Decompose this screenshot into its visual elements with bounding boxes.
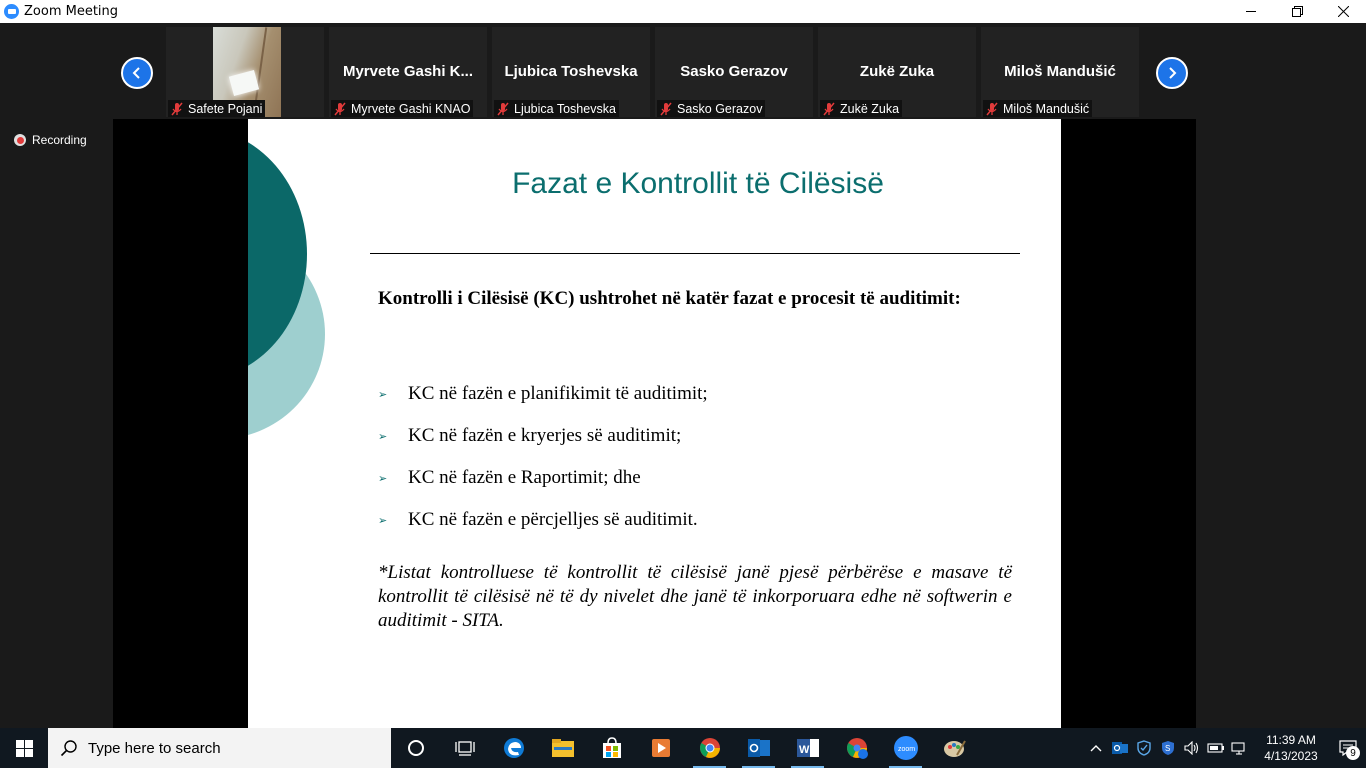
shield-icon <box>1137 740 1151 756</box>
chevron-right-icon <box>1165 66 1179 80</box>
outlook-app-button[interactable] <box>734 728 783 768</box>
file-explorer-icon <box>551 737 575 759</box>
battery-icon <box>1207 742 1225 754</box>
minimize-button[interactable] <box>1228 0 1274 23</box>
participant-tile[interactable] <box>655 27 813 117</box>
network-icon <box>1231 741 1249 755</box>
list-item: ➢ KC në fazën e kryerjes së auditimit; <box>378 425 682 446</box>
speaker-icon <box>1184 741 1200 755</box>
arrow-bullet-icon: ➢ <box>378 472 388 485</box>
taskbar-search-input[interactable]: Type here to search <box>48 728 391 768</box>
tray-app-button[interactable] <box>1156 728 1180 768</box>
participant-name: Miloš Mandušić <box>1004 63 1116 80</box>
outlook-tray-icon <box>1112 741 1128 755</box>
mic-muted-icon <box>659 102 673 116</box>
task-view-icon <box>455 739 475 757</box>
slide-footnote: *Listat kontrolluese të kontrollit të cilësisë janë pjesë përbërëse e masave të kontrollit të cilësisë në të dy nivelet dhe janë të inkorporuara edhe në softwerin e auditimit - SITA. <box>378 562 1012 631</box>
mic-muted-icon <box>822 102 836 116</box>
participant-tile[interactable] <box>329 27 487 117</box>
participant-name: Myrvete Gashi K... <box>342 63 474 80</box>
search-icon <box>60 739 78 757</box>
participant-label: Ljubica Toshevska <box>494 100 619 117</box>
paint-icon <box>943 737 967 759</box>
shield-s-icon <box>1161 740 1175 756</box>
clock-time: 11:39 AM <box>1266 733 1316 747</box>
zoom-app-button[interactable] <box>881 728 930 768</box>
restore-button[interactable] <box>1274 0 1320 23</box>
word-icon <box>796 737 820 759</box>
window-title: Zoom Meeting <box>24 4 119 19</box>
zoom-icon <box>893 735 919 761</box>
start-button[interactable] <box>0 728 48 768</box>
zoom-logo-icon <box>4 4 19 19</box>
next-participants-button[interactable] <box>1156 57 1188 89</box>
cortana-icon <box>407 739 425 757</box>
chevron-left-icon <box>130 66 144 80</box>
arrow-bullet-icon: ➢ <box>378 514 388 527</box>
windows-taskbar <box>0 728 1366 768</box>
presentation-slide <box>248 119 1061 728</box>
participant-name: Zukë Zuka <box>859 63 935 80</box>
store-icon <box>601 737 623 759</box>
clock-date: 4/13/2023 <box>1264 749 1318 763</box>
participant-label: Myrvete Gashi KNAO <box>331 100 473 117</box>
participant-name: Sasko Gerazov <box>680 63 788 80</box>
participant-label: Miloš Mandušić <box>983 100 1092 117</box>
tray-security-button[interactable] <box>1132 728 1156 768</box>
edge-app-button[interactable] <box>489 728 538 768</box>
previous-participants-button[interactable] <box>121 57 153 89</box>
cortana-button[interactable] <box>391 728 440 768</box>
svg-text:S: S <box>1165 744 1171 753</box>
list-item: ➢ KC në fazën e përcjelljes së auditimit. <box>378 509 698 530</box>
meeting-area <box>0 23 1366 728</box>
media-player-icon <box>650 737 672 759</box>
taskbar-clock[interactable] <box>1252 732 1330 764</box>
notifications-button[interactable] <box>1330 728 1366 768</box>
store-button[interactable] <box>587 728 636 768</box>
participant-name: Ljubica Toshevska <box>504 63 638 80</box>
edge-icon <box>502 736 526 760</box>
task-view-button[interactable] <box>440 728 489 768</box>
list-item: ➢ KC në fazën e planifikimit të auditimit; <box>378 383 708 404</box>
participant-tile[interactable] <box>492 27 650 117</box>
svg-text:zoom: zoom <box>897 746 915 753</box>
show-hidden-icons-button[interactable] <box>1084 728 1108 768</box>
recording-indicator[interactable] <box>14 133 87 147</box>
close-button[interactable] <box>1320 0 1366 23</box>
paint-app-button[interactable] <box>930 728 979 768</box>
chrome-profile-icon <box>845 736 869 760</box>
window-titlebar <box>0 0 1366 23</box>
windows-logo-icon <box>16 740 33 757</box>
outlook-icon <box>747 737 771 759</box>
svg-text:W: W <box>798 744 809 756</box>
notification-count-badge: 9 <box>1346 746 1360 760</box>
media-player-button[interactable] <box>636 728 685 768</box>
list-item: ➢ KC në fazën e Raportimit; dhe <box>378 467 641 488</box>
slide-title: Fazat e Kontrollit të Cilësisë <box>512 167 884 200</box>
arrow-bullet-icon: ➢ <box>378 388 388 401</box>
mic-muted-icon <box>170 102 184 116</box>
volume-button[interactable] <box>1180 728 1204 768</box>
mic-muted-icon <box>985 102 999 116</box>
participant-tile[interactable] <box>166 27 324 117</box>
chrome-profile-button[interactable] <box>832 728 881 768</box>
recording-icon <box>14 134 26 146</box>
participant-label: Safete Pojani <box>168 100 265 117</box>
participant-tile[interactable] <box>981 27 1139 117</box>
participant-tile[interactable] <box>818 27 976 117</box>
participant-label: Zukë Zuka <box>820 100 902 117</box>
chrome-icon <box>698 736 722 760</box>
tray-outlook-button[interactable] <box>1108 728 1132 768</box>
participant-label: Sasko Gerazov <box>657 100 765 117</box>
arrow-bullet-icon: ➢ <box>378 430 388 443</box>
chrome-app-button[interactable] <box>685 728 734 768</box>
recording-label: Recording <box>32 133 87 147</box>
slide-bullet-list <box>378 373 998 541</box>
mic-muted-icon <box>496 102 510 116</box>
title-divider <box>370 253 1020 254</box>
window-controls <box>1228 0 1366 23</box>
network-button[interactable] <box>1228 728 1252 768</box>
screen-share-area <box>113 119 1196 728</box>
word-app-button[interactable] <box>783 728 832 768</box>
slide-intro: Kontrolli i Cilësisë (KC) ushtrohet në katër fazat e procesit të auditimit: <box>378 288 961 309</box>
file-explorer-button[interactable] <box>538 728 587 768</box>
mic-muted-icon <box>333 102 347 116</box>
battery-button[interactable] <box>1204 728 1228 768</box>
chevron-up-icon <box>1090 744 1102 752</box>
system-tray <box>1084 728 1366 768</box>
participant-strip <box>0 25 1366 117</box>
